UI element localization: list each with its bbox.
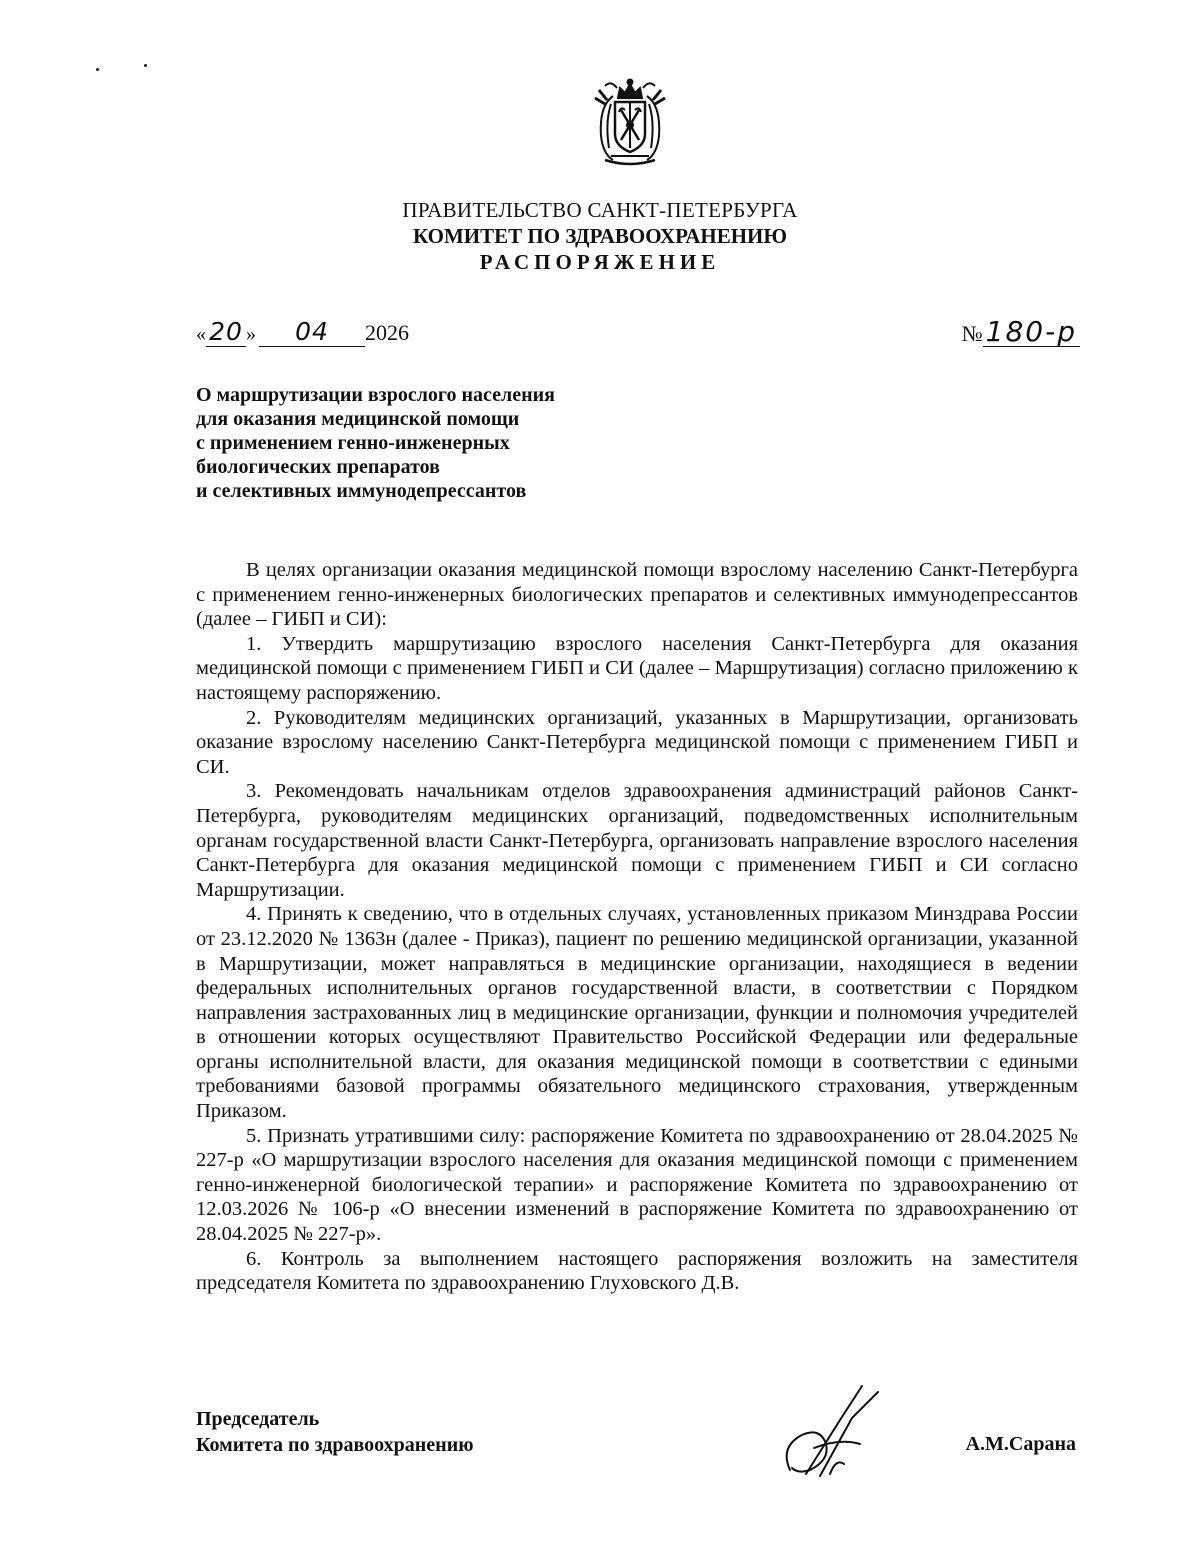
date-quote-open: « (196, 323, 206, 345)
document-number (961, 315, 1080, 348)
body-intro: В целях организации оказания медицинской помощи взрослому населению Санкт-Петербурга с применением генно-инженерных биологических препаратов и селективных иммунодепрессантов (далее – ГИБП и СИ): (196, 559, 1078, 631)
body-item-1: 1. Утвердить маршрутизацию взрослого населения Санкт-Петербурга для оказания медицинской помощи с применением ГИБП и СИ (далее – Маршрутизация) согласно приложению к настоящему распоряжению. (196, 632, 1078, 704)
number-value: 180-р (983, 318, 1080, 347)
date-quote-close: » (246, 323, 256, 345)
document-date (196, 318, 409, 352)
document-type: РАСПОРЯЖЕНИЕ (479, 250, 721, 274)
signatory-title-line: Комитета по здравоохранению (196, 1434, 474, 1456)
scan-speck (96, 68, 99, 71)
body-item-4: 4. Принять к сведению, что в отдельных случаях, установленных приказом Минздрава России от 23.12.2020 № 1363н (далее - Приказ), пациент по решению медицинской организации, указанной в Маршрутизации, может направляться в медицинские организации, находящиеся в ведении федеральных исполнительных органов государственной власти, в соответствии с Порядком направления застрахованных лиц в медицинские организации, функции и полномочия учредителей в отношении которых осуществляют Правительство Российской Федерации или федеральные органы исполнительной власти, для оказания медицинской помощи в соответствии с едиными требованиями базовой программы обязательного медицинского страхования, утвержденным Приказом. (196, 903, 1078, 1123)
subject-line: О маршрутизации взрослого населения (196, 384, 555, 406)
number-prefix: № (961, 321, 983, 346)
body-item-3: 3. Рекомендовать начальникам отделов здравоохранения администраций районов Санкт-Петербурга, руководителям медицинских организаций, подведомственных исполнительным органам государственной власти Санкт-Петербурга, организовать направление взрослого населения Санкт-Петербурга для оказания медицинской помощи с применением ГИБП и СИ согласно Маршрутизации. (196, 780, 1078, 901)
document-subject (196, 383, 555, 503)
subject-line: и селективных иммунодепрессантов (196, 480, 527, 502)
subject-line: для оказания медицинской помощи (196, 408, 520, 430)
date-day: 20 (206, 318, 246, 347)
handwritten-signature (770, 1378, 900, 1488)
coat-of-arms-icon (585, 76, 675, 168)
body-item-6: 6. Контроль за выполнением настоящего распоряжения возложить на заместителя председателя Комитета по здравоохранению Глуховского Д.В. (196, 1247, 1078, 1295)
subject-line: биологических препаратов (196, 456, 440, 478)
body-item-2: 2. Руководителям медицинских организаций, указанных в Маршрутизации, организовать оказание взрослому населению Санкт-Петербурга медицинской помощи с применением ГИБП и СИ. (196, 706, 1078, 778)
signatory-title-line: Председатель (196, 1408, 320, 1430)
scan-speck (144, 64, 147, 67)
government-name: ПРАВИТЕЛЬСТВО САНКТ-ПЕТЕРБУРГА (402, 198, 798, 222)
committee-name: КОМИТЕТ ПО ЗДРАВООХРАНЕНИЮ (412, 224, 788, 248)
document-body (196, 558, 1078, 1296)
signatory-title (196, 1406, 474, 1458)
date-month: 04 (259, 318, 365, 347)
signatory-name: А.М.Сарана (965, 1433, 1076, 1455)
date-year: 2026 (365, 320, 409, 345)
body-item-5: 5. Признать утратившими силу: распоряжение Комитета по здравоохранению от 28.04.2025 № 227-р «О маршрутизации взрослого населения для оказания медицинской помощи с применением генно-инженерной биологической терапии» и распоряжение Комитета по здравоохранению от 12.03.2026 № 106-р «О внесении изменений в распоряжение Комитета по здравоохранению от 28.04.2025 № 227-р». (196, 1124, 1078, 1246)
subject-line: с применением генно-инженерных (196, 432, 510, 454)
